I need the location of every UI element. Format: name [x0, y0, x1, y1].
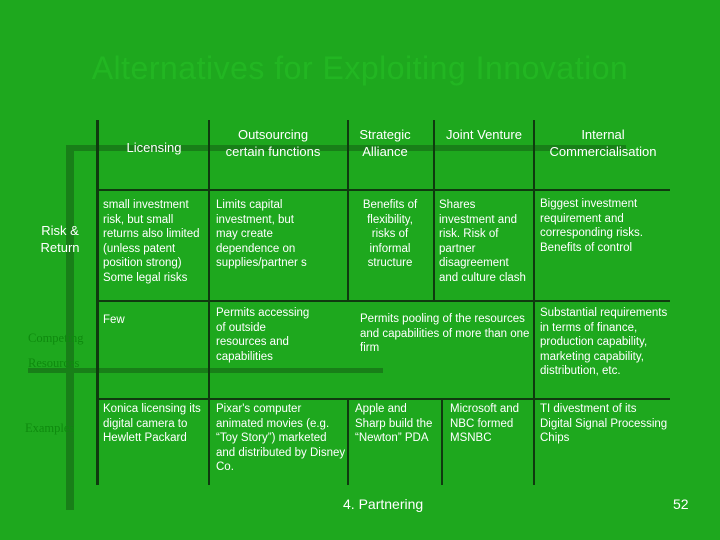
grid-line [533, 120, 535, 485]
header-outsourcing: Outsourcing certain functions [225, 127, 321, 159]
cell-examples-outsourcing: Pixar's computer animated movies (e.g. “Toy Story”) marketed and distributed by Disney Co. [216, 403, 346, 473]
row-label-competing: Competing [28, 331, 84, 345]
grid-line [96, 120, 99, 485]
grid-line [433, 120, 435, 301]
slide-title: Alternatives for Exploiting Innovation [91, 50, 629, 86]
row-label-examples: Examples [25, 421, 75, 435]
grid-line [96, 398, 670, 400]
grid-line [347, 398, 349, 485]
row-label-risk-return: Risk & Return [40, 223, 80, 255]
grid-line [347, 120, 349, 301]
row-label-resources: Resources [28, 356, 80, 370]
cell-risk-outsourcing: Limits capital investment, but may create dependence on supplies/partner s [216, 199, 307, 269]
cell-examples-joint: Microsoft and NBC formed MSNBC [450, 403, 520, 444]
cell-examples-strategic: Apple and Sharp build the “Newton” PDA [355, 403, 433, 444]
cell-competing-internal: Substantial requirements in terms of finance, production capability, marketing capability, distribution, etc. [540, 307, 668, 377]
grid-line [441, 398, 443, 485]
cell-risk-joint: Shares investment and risk. Risk of partner disagreement and culture clash [439, 199, 526, 284]
cell-competing-licensing: Few [103, 314, 125, 326]
page-number: 52 [673, 496, 689, 512]
decorative-bar-vertical [66, 145, 74, 510]
header-internal-commercialisation: Internal Commercialisation [549, 127, 657, 159]
cell-risk-licensing: small investment risk, but small returns also limited (unless patent position strong) Some legal risks [103, 199, 200, 284]
header-joint-venture: Joint Venture [446, 127, 522, 142]
header-licensing: Licensing [126, 140, 182, 155]
cell-examples-licensing: Konica licensing its digital camera to Hewlett Packard [103, 403, 201, 444]
cell-risk-internal: Biggest investment requirement and corresponding risks. Benefits of control [540, 198, 643, 254]
cell-risk-strategic: Benefits of flexibility, risks of informal structure [362, 199, 418, 269]
grid-line [208, 120, 210, 485]
cell-examples-internal: TI divestment of its Digital Signal Processing Chips [540, 403, 668, 444]
grid-line [96, 189, 670, 191]
cell-competing-strategic-joint: Permits pooling of the resources and capabilities of more than one firm [360, 313, 530, 354]
decorative-bar-short [28, 368, 383, 373]
grid-line [96, 300, 670, 302]
footer-section: 4. Partnering [343, 496, 424, 512]
header-strategic-alliance: Strategic Alliance [359, 127, 411, 159]
cell-competing-outsourcing: Permits accessing of outside resources and capabilities [216, 307, 310, 363]
